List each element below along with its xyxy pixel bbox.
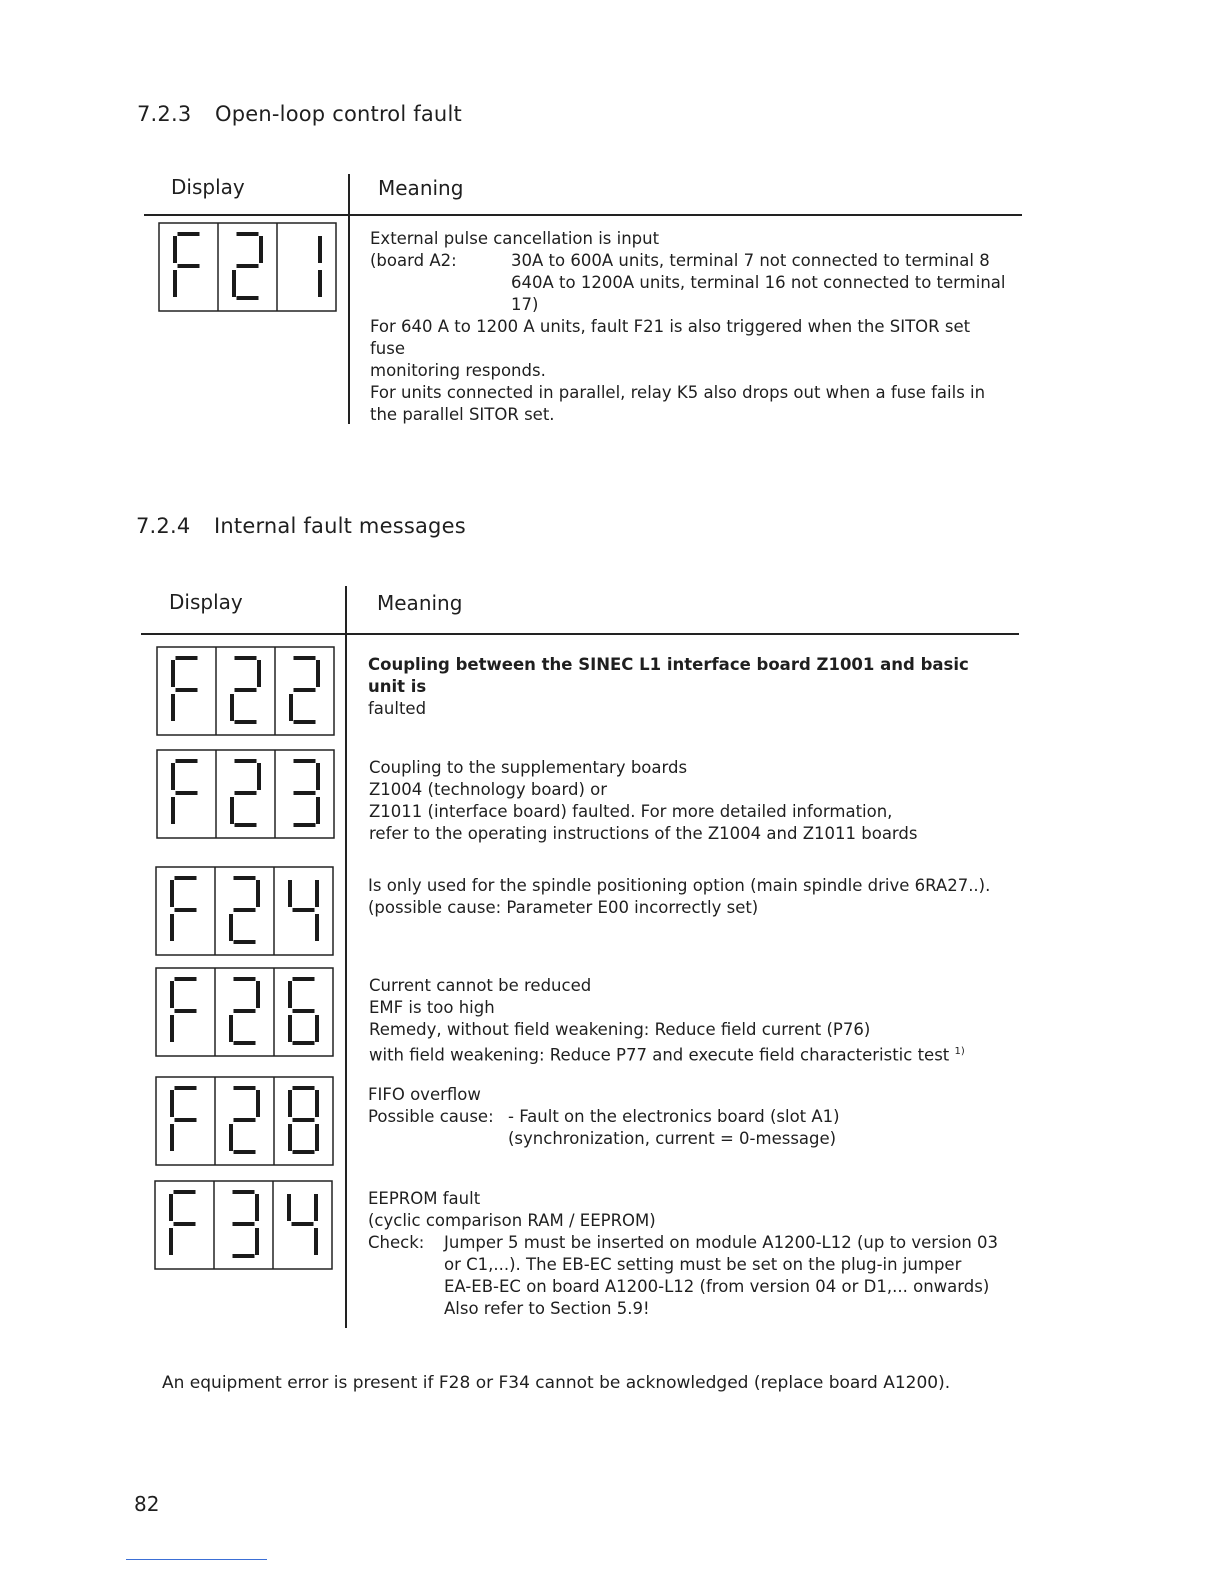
segment-d [234,1150,256,1154]
segment-a [293,1086,315,1090]
seven-segment-display-f22 [156,646,335,736]
segment-g [293,1118,315,1122]
segment-e [289,694,293,721]
section-heading-723 [137,102,462,126]
segment-f [170,981,174,1008]
fault-title: Coupling to the supplementary boards [369,758,688,777]
segment-g [233,1222,255,1226]
segment-b [257,763,261,790]
segment-a [174,1190,196,1194]
display-svg [155,1076,334,1166]
meaning-column-header: Meaning [377,591,463,615]
segment-e [170,914,174,941]
segment-g [235,688,257,692]
segment-d [294,720,316,724]
segment-d [294,823,316,827]
segment-d [293,1041,315,1045]
segment-a [233,1190,255,1194]
display-column-header: Display [169,590,243,614]
segment-g [294,688,316,692]
segment-a [234,1086,256,1090]
segment-g [176,688,198,692]
segment-b [314,1194,318,1221]
segment-c [318,270,322,297]
section-number: 7.2.3 [137,102,192,126]
segment-f [173,236,177,263]
text-line: For 640 A to 1200 A units, fault F21 is also triggered when the SITOR set fuse [370,317,971,358]
check-label: Check: [368,1233,425,1252]
board-label: (board A2: [370,251,457,270]
seven-segment-display-f23 [156,749,335,839]
text-line [369,1041,1019,1067]
text-line: For units connected in parallel, relay K5 also drops out when a fuse fails in [370,383,986,402]
segment-e [170,1015,174,1042]
segment-b [316,763,320,790]
segment-a [175,876,197,880]
segment-a [293,977,315,981]
segment-b [316,660,320,687]
display-svg [155,866,334,956]
segment-f [287,1194,291,1221]
check-line: EA-EB-EC on board A1200-L12 (from version 04 or D1,... onwards) [444,1277,990,1296]
fault-f23-meaning [369,757,1009,845]
cause-block [368,1106,1018,1150]
segment-b [255,1194,259,1221]
segment-a [175,1086,197,1090]
text-line: refer to the operating instructions of the Z1004 and Z1011 boards [369,824,918,843]
text-line: (cyclic comparison RAM / EEPROM) [368,1211,656,1230]
segment-g [175,1009,197,1013]
section-number: 7.2.4 [136,514,191,538]
header-rule [141,633,1019,635]
board-line: 640A to 1200A units, terminal 16 not connected to terminal [511,273,1006,292]
segment-g [294,791,316,795]
cause-line: - Fault on the electronics board (slot A1) [508,1107,840,1126]
segment-d [235,720,257,724]
segment-f [288,1090,292,1117]
fault-title: Is only used for the spindle positioning option (main spindle drive 6RA27..). [368,876,991,895]
seven-segment-display-f24 [155,866,334,956]
segment-a [234,876,256,880]
segment-a [176,759,198,763]
segment-c [255,1228,259,1255]
segment-g [234,1118,256,1122]
segment-e [173,270,177,297]
display-svg [155,967,334,1057]
text-line: the parallel SITOR set. [370,405,555,424]
text-line: Z1004 (technology board) or [369,780,608,799]
segment-e [171,797,175,824]
segment-b [315,880,319,907]
text-span: with field weakening: Reduce P77 and execute field characteristic test [369,1045,950,1065]
header-rule [144,214,1022,216]
page-number: 82 [134,1492,160,1516]
segment-f [171,660,175,687]
display-column-header: Display [171,175,245,199]
seven-segment-display-f28 [155,1076,334,1166]
display-svg [156,749,335,839]
text-line: Remedy, without field weakening: Reduce field current (P76) [369,1020,871,1039]
segment-g [175,908,197,912]
segment-b [256,1090,260,1117]
segment-f [171,763,175,790]
segment-d [234,1041,256,1045]
check-line: Also refer to Section 5.9! [444,1299,650,1318]
board-line: 30A to 600A units, terminal 7 not connected to terminal 8 [511,251,990,270]
meaning-column-header: Meaning [378,176,464,200]
segment-a [237,232,259,236]
display-svg [154,1180,333,1270]
segment-g [176,791,198,795]
board-line: 17) [511,295,539,314]
segment-e [232,270,236,297]
segment-e [288,1124,292,1151]
check-line: Jumper 5 must be inserted on module A1200-L12 (up to version 03 [444,1233,999,1252]
segment-b [315,1090,319,1117]
seven-segment-display-f34 [154,1180,333,1270]
segment-d [237,296,259,300]
segment-g [174,1222,196,1226]
segment-f [288,981,292,1008]
fault-f34-meaning [368,1188,1018,1320]
text-line: EMF is too high [369,998,495,1017]
text-line: (possible cause: Parameter E00 incorrectly set) [368,898,759,917]
segment-b [318,236,322,263]
segment-b [256,981,260,1008]
check-line: or C1,...). The EB-EC setting must be set on the plug-in jumper [444,1255,962,1274]
cause-line: (synchronization, current = 0-message) [508,1129,837,1148]
column-divider [348,174,350,424]
segment-e [229,1015,233,1042]
segment-f [288,880,292,907]
board-block [370,250,1010,316]
segment-e [288,1015,292,1042]
segment-g [234,908,256,912]
fault-f24-meaning [368,875,1018,919]
check-block [368,1232,1018,1320]
segment-d [235,823,257,827]
segment-e [169,1228,173,1255]
equipment-error-note: An equipment error is present if F28 or F34 cannot be acknowledged (replace board A1200). [162,1373,951,1393]
segment-d [234,940,256,944]
segment-b [259,236,263,263]
fault-f28-meaning [368,1084,1018,1150]
section-title: Internal fault messages [214,514,466,538]
footer-rule [126,1559,267,1560]
segment-e [171,694,175,721]
segment-a [294,656,316,660]
segment-a [235,759,257,763]
segment-a [175,977,197,981]
segment-e [230,694,234,721]
segment-g [235,791,257,795]
segment-f [169,1194,173,1221]
segment-e [170,1124,174,1151]
column-divider [345,586,347,1328]
text-line: monitoring responds. [370,361,546,380]
section-heading-724 [136,514,466,538]
segment-g [293,1009,315,1013]
segment-e [229,1124,233,1151]
segment-e [230,797,234,824]
segment-a [234,977,256,981]
segment-a [294,759,316,763]
segment-b [257,660,261,687]
seven-segment-display-f26 [155,967,334,1057]
segment-f [170,1090,174,1117]
fault-title: EEPROM fault [368,1189,481,1208]
text-line: Z1011 (interface board) faulted. For more detailed information, [369,802,893,821]
segment-g [292,1222,314,1226]
segment-d [233,1254,255,1258]
segment-c [316,797,320,824]
fault-title: Coupling between the SINEC L1 interface board Z1001 and basic unit is [368,655,969,696]
fault-title: Current cannot be reduced [369,976,592,995]
fault-f21-meaning [370,228,1010,426]
fault-title: FIFO overflow [368,1085,481,1104]
segment-f [170,880,174,907]
segment-g [234,1009,256,1013]
segment-g [237,264,259,268]
segment-g [175,1118,197,1122]
section-title: Open-loop control fault [215,102,462,126]
segment-a [176,656,198,660]
footnote-marker: 1) [954,1046,965,1057]
seven-segment-display-f21 [158,222,337,312]
display-svg [156,646,335,736]
segment-c [315,1015,319,1042]
segment-c [315,1124,319,1151]
segment-e [229,914,233,941]
segment-a [235,656,257,660]
fault-f26-meaning [369,975,1019,1067]
display-svg [158,222,337,312]
segment-g [293,908,315,912]
fault-f22-meaning [368,654,1008,720]
segment-c [314,1228,318,1255]
segment-a [178,232,200,236]
cause-label: Possible cause: [368,1107,494,1126]
fault-title: External pulse cancellation is input [370,229,660,248]
text-line: faulted [368,699,427,718]
segment-c [315,914,319,941]
segment-g [178,264,200,268]
segment-d [293,1150,315,1154]
segment-b [256,880,260,907]
